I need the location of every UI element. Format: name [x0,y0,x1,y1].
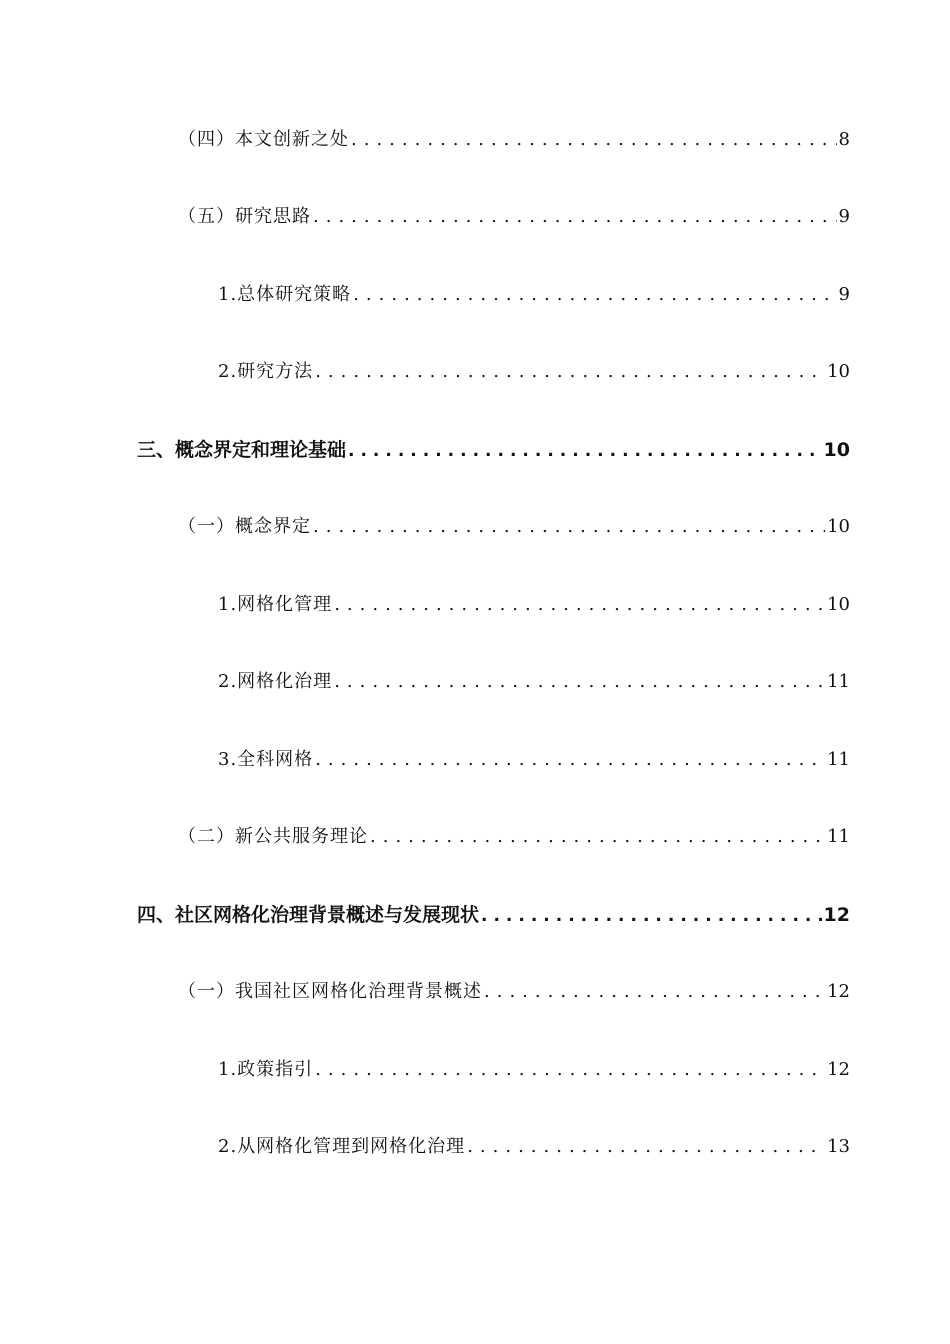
toc-leader-dots [334,667,825,697]
toc-leader-dots [334,590,825,620]
toc-leader-dots [313,202,837,232]
toc-leader-dots [348,436,822,466]
toc-leader-dots [315,357,825,387]
toc-page-number: 10 [823,439,850,461]
toc-entry-title: 3.全科网格 [218,749,314,770]
toc-entry[interactable] [178,512,850,542]
toc-leader-dots [353,280,836,310]
toc-entry-title: 三、概念界定和理论基础 [137,439,347,461]
toc-page-number: 10 [827,516,850,537]
toc-page-number: 10 [827,594,850,615]
toc-page-number: 12 [827,981,850,1002]
toc-entry[interactable] [178,202,850,232]
toc-page-number: 9 [838,284,850,305]
toc-page-number: 11 [827,826,850,847]
toc-entry[interactable] [218,745,850,775]
toc-leader-dots [467,1132,825,1162]
toc-leader-dots [481,901,822,931]
toc-entry[interactable] [218,357,850,387]
toc-entry[interactable] [218,590,850,620]
toc-entry[interactable] [218,667,850,697]
toc-entry[interactable] [218,1055,850,1085]
toc-entry-title: 2.网格化治理 [218,671,333,692]
toc-page-number: 8 [838,129,850,150]
toc-entry-title: 四、社区网格化治理背景概述与发展现状 [137,904,480,926]
toc-entry-title: （一）概念界定 [178,516,311,537]
toc-entry[interactable] [178,822,850,852]
toc-entry-title: （五）研究思路 [178,206,311,227]
toc-entry-title: （二）新公共服务理论 [178,826,368,847]
toc-page-number: 9 [838,206,850,227]
toc-leader-dots [315,745,825,775]
toc-leader-dots [370,822,825,852]
toc-entry[interactable] [218,280,850,310]
toc-entry[interactable] [137,435,850,465]
toc-leader-dots [351,125,837,155]
toc-leader-dots [315,1055,825,1085]
toc-entry[interactable] [178,977,850,1007]
toc-entry-title: 1.网格化管理 [218,594,333,615]
toc-entry-title: 1.政策指引 [218,1059,314,1080]
toc-leader-dots [484,977,825,1007]
toc-page-number: 12 [823,904,850,926]
toc-entry-title: 2.研究方法 [218,361,314,382]
toc-page-number: 11 [827,749,850,770]
toc-entry[interactable] [218,1132,850,1162]
toc-page-number: 13 [827,1136,850,1157]
toc-entry-title: 2.从网格化管理到网格化治理 [218,1136,466,1157]
toc-entry[interactable] [137,900,850,930]
toc-leader-dots [313,512,825,542]
toc-page-number: 12 [827,1059,850,1080]
toc-entry-title: （四）本文创新之处 [178,129,349,150]
toc-entry-title: （一）我国社区网格化治理背景概述 [178,981,482,1002]
toc-page-number: 11 [827,671,850,692]
toc-entry-title: 1.总体研究策略 [218,284,352,305]
toc-page-number: 10 [827,361,850,382]
toc-entry[interactable] [178,125,850,155]
